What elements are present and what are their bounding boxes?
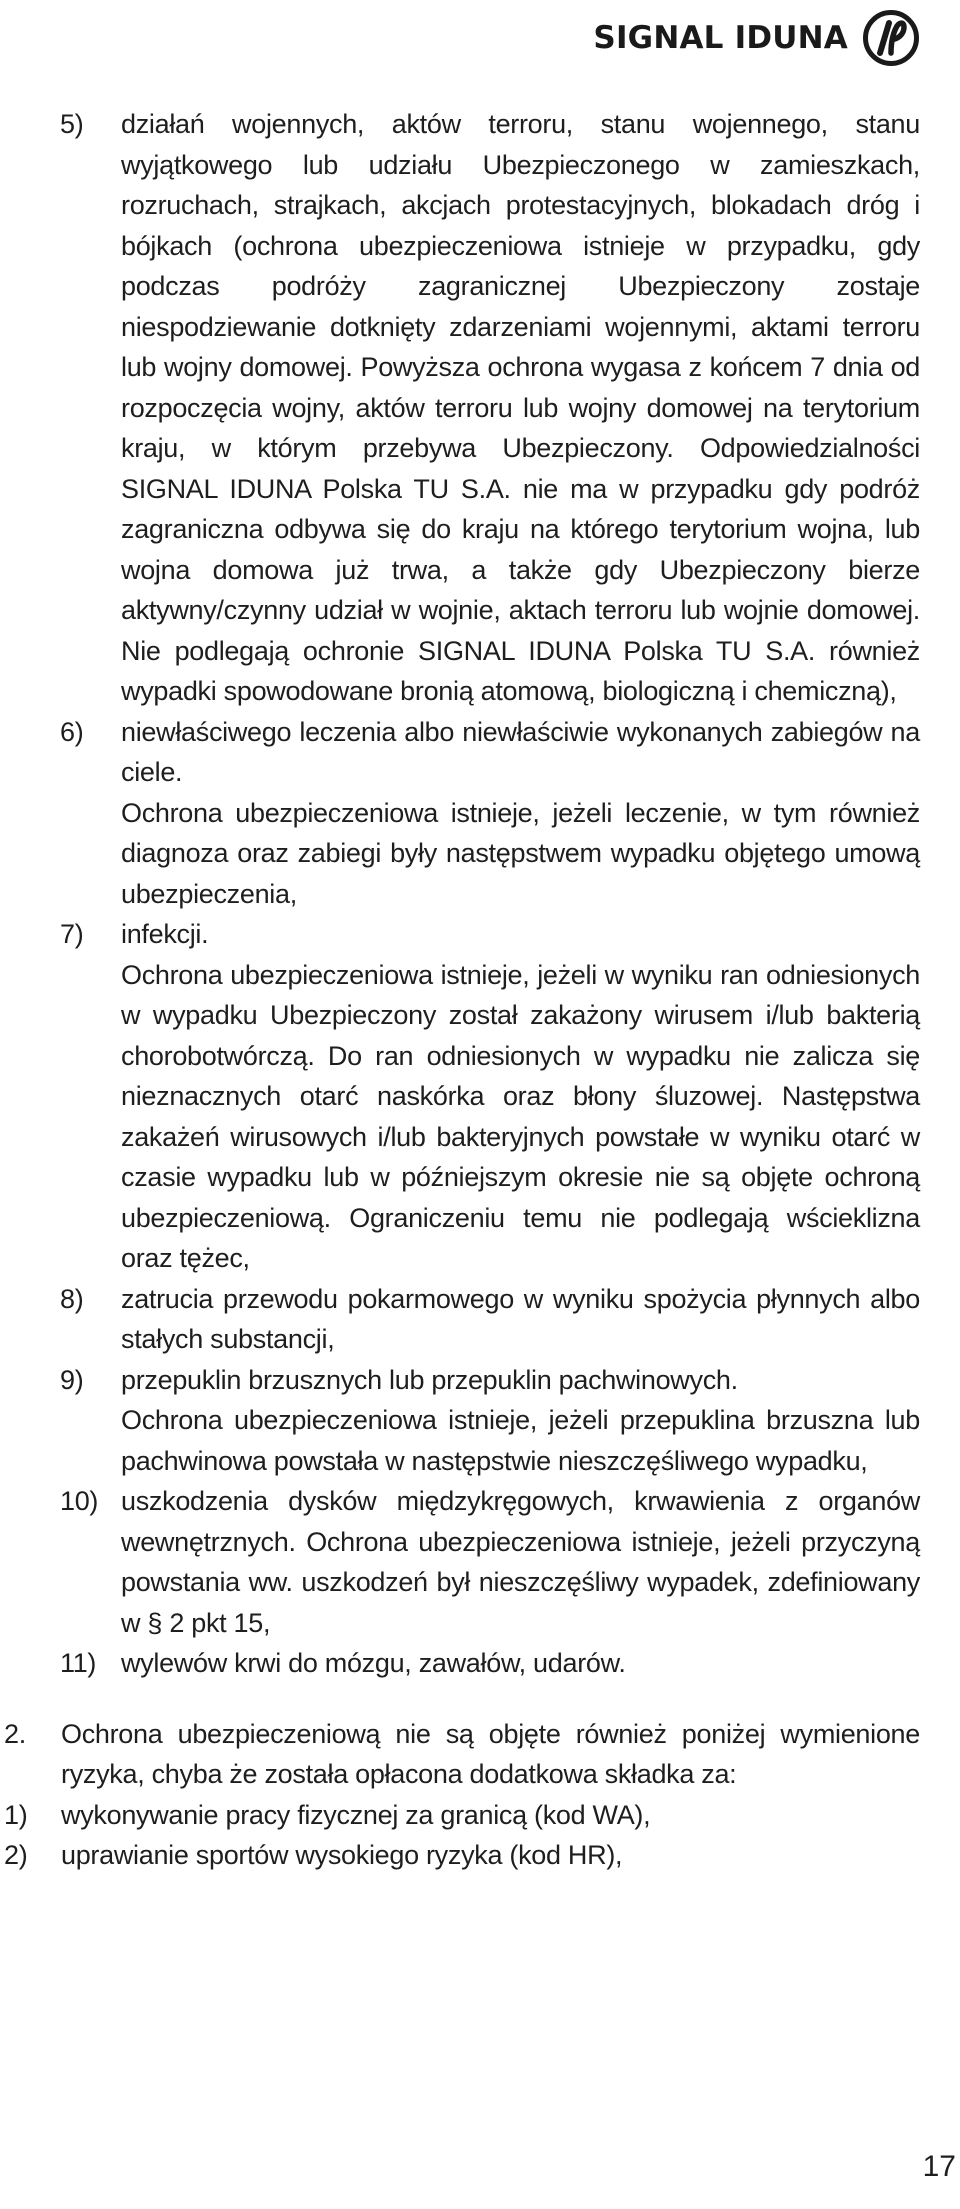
signal-iduna-logo-icon	[862, 9, 920, 67]
item-number: 1)	[4, 1799, 28, 1830]
item-paragraph: Ochrona ubezpieczeniowa istnieje, jeżeli w wyniku ran odniesionych w wypadku Ubezpieczony został zakażony wirusem i/lub bakterią chorobotwórczą. Do ran odniesionych w wypadku nie zalicza się nieznacznych otarć naskórka oraz błony śluzowej. Następstwa zakażeń wirusowych i/lub bakteryjnych powstałe w wyniku otarć w czasie wypadku lub w późniejszym okresie nie są objęte ochroną ubezpieczeniową. Ograniczeniu temu nie podlegają wścieklizna oraz tężec,	[121, 959, 920, 1273]
additional-premium-list	[0, 1795, 960, 1876]
item-paragraph: wylewów krwi do mózgu, zawałów, udarów.	[121, 1648, 626, 1678]
list-item	[0, 104, 960, 712]
item-number: 9)	[60, 1364, 84, 1395]
section-number: 2.	[4, 1718, 26, 1749]
section-2	[0, 1714, 960, 1795]
item-number: 11)	[60, 1648, 97, 1678]
list-item	[0, 1360, 960, 1482]
item-paragraph: niewłaściwego leczenia albo niewłaściwie wykonanych zabiegów na ciele.	[121, 716, 920, 787]
item-number: 10)	[60, 1486, 99, 1516]
page-number: 17	[922, 2150, 956, 2183]
document-body	[0, 104, 960, 1876]
list-item	[0, 1279, 960, 1360]
list-item	[0, 1795, 960, 1836]
item-number: 2)	[4, 1840, 28, 1870]
section-item	[0, 1714, 960, 1795]
item-number: 8)	[60, 1283, 84, 1314]
list-item	[0, 712, 960, 915]
item-number: 6)	[60, 716, 84, 747]
list-item	[0, 1643, 960, 1684]
item-paragraph: Ochrona ubezpieczeniowa istnieje, jeżeli przepuklina brzuszna lub pachwinowa powstała w następstwie nieszczęśliwego wypadku,	[121, 1405, 920, 1476]
list-item	[0, 914, 960, 1279]
item-paragraph: uszkodzenia dysków międzykręgowych, krwawienia z organów wewnętrznych. Ochrona ubezpieczeniowa istnieje, jeżeli przyczyną powstania ww. uszkodzeń był nieszczęśliwy wypadek, zdefiniowany w § 2 pkt 15,	[121, 1486, 920, 1638]
item-paragraph: przepuklin brzusznych lub przepuklin pachwinowych.	[121, 1364, 738, 1395]
item-paragraph: zatrucia przewodu pokarmowego w wyniku spożycia płynnych albo stałych substancji,	[121, 1283, 920, 1354]
item-number: 7)	[60, 919, 84, 949]
item-paragraph: infekcji.	[121, 919, 209, 949]
exclusion-list	[0, 104, 960, 1684]
list-item	[0, 1835, 960, 1876]
item-paragraph: uprawianie sportów wysokiego ryzyka (kod HR),	[61, 1840, 623, 1870]
section-paragraph: Ochrona ubezpieczeniową nie są objęte również poniżej wymienione ryzyka, chyba że została opłacona dodatkowa składka za:	[61, 1718, 920, 1789]
item-paragraph: wykonywanie pracy fizycznej za granicą (kod WA),	[61, 1799, 651, 1830]
brand-header	[593, 6, 920, 70]
item-paragraph: działań wojennych, aktów terroru, stanu wojennego, stanu wyjątkowego lub udziału Ubezpieczonego w zamieszkach, rozruchach, strajkach, akcjach protestacyjnych, blokadach dróg i bójkach (ochrona ubezpieczeniowa istnieje w przypadku, gdy podczas podróży zagranicznej Ubezpieczony zostaje niespodziewanie dotknięty zdarzeniami wojennymi, aktami terroru lub wojny domowej. Powyższa ochrona wygasa z końcem 7 dnia od rozpoczęcia wojny, aktów terroru lub wojny domowej na terytorium kraju, w którym przebywa Ubezpieczony. Odpowiedzialności SIGNAL IDUNA Polska TU S.A. nie ma w przypadku gdy podróż zagraniczna odbywa się do kraju na którego terytorium wojna, lub wojna domowa już trwa, a także gdy Ubezpieczony bierze aktywny/czynny udział w wojnie, aktach terroru lub wojnie domowej. Nie podlegają ochronie SIGNAL IDUNA Polska TU S.A. również wypadki spowodowane bronią atomową, biologiczną i chemiczną),	[121, 109, 920, 706]
item-paragraph: Ochrona ubezpieczeniowa istnieje, jeżeli leczenie, w tym również diagnoza oraz zabiegi były następstwem wypadku objętego umową ubezpieczenia,	[121, 797, 920, 909]
brand-name: SIGNAL IDUNA	[593, 20, 848, 56]
item-number: 5)	[60, 109, 84, 139]
list-item	[0, 1481, 960, 1643]
